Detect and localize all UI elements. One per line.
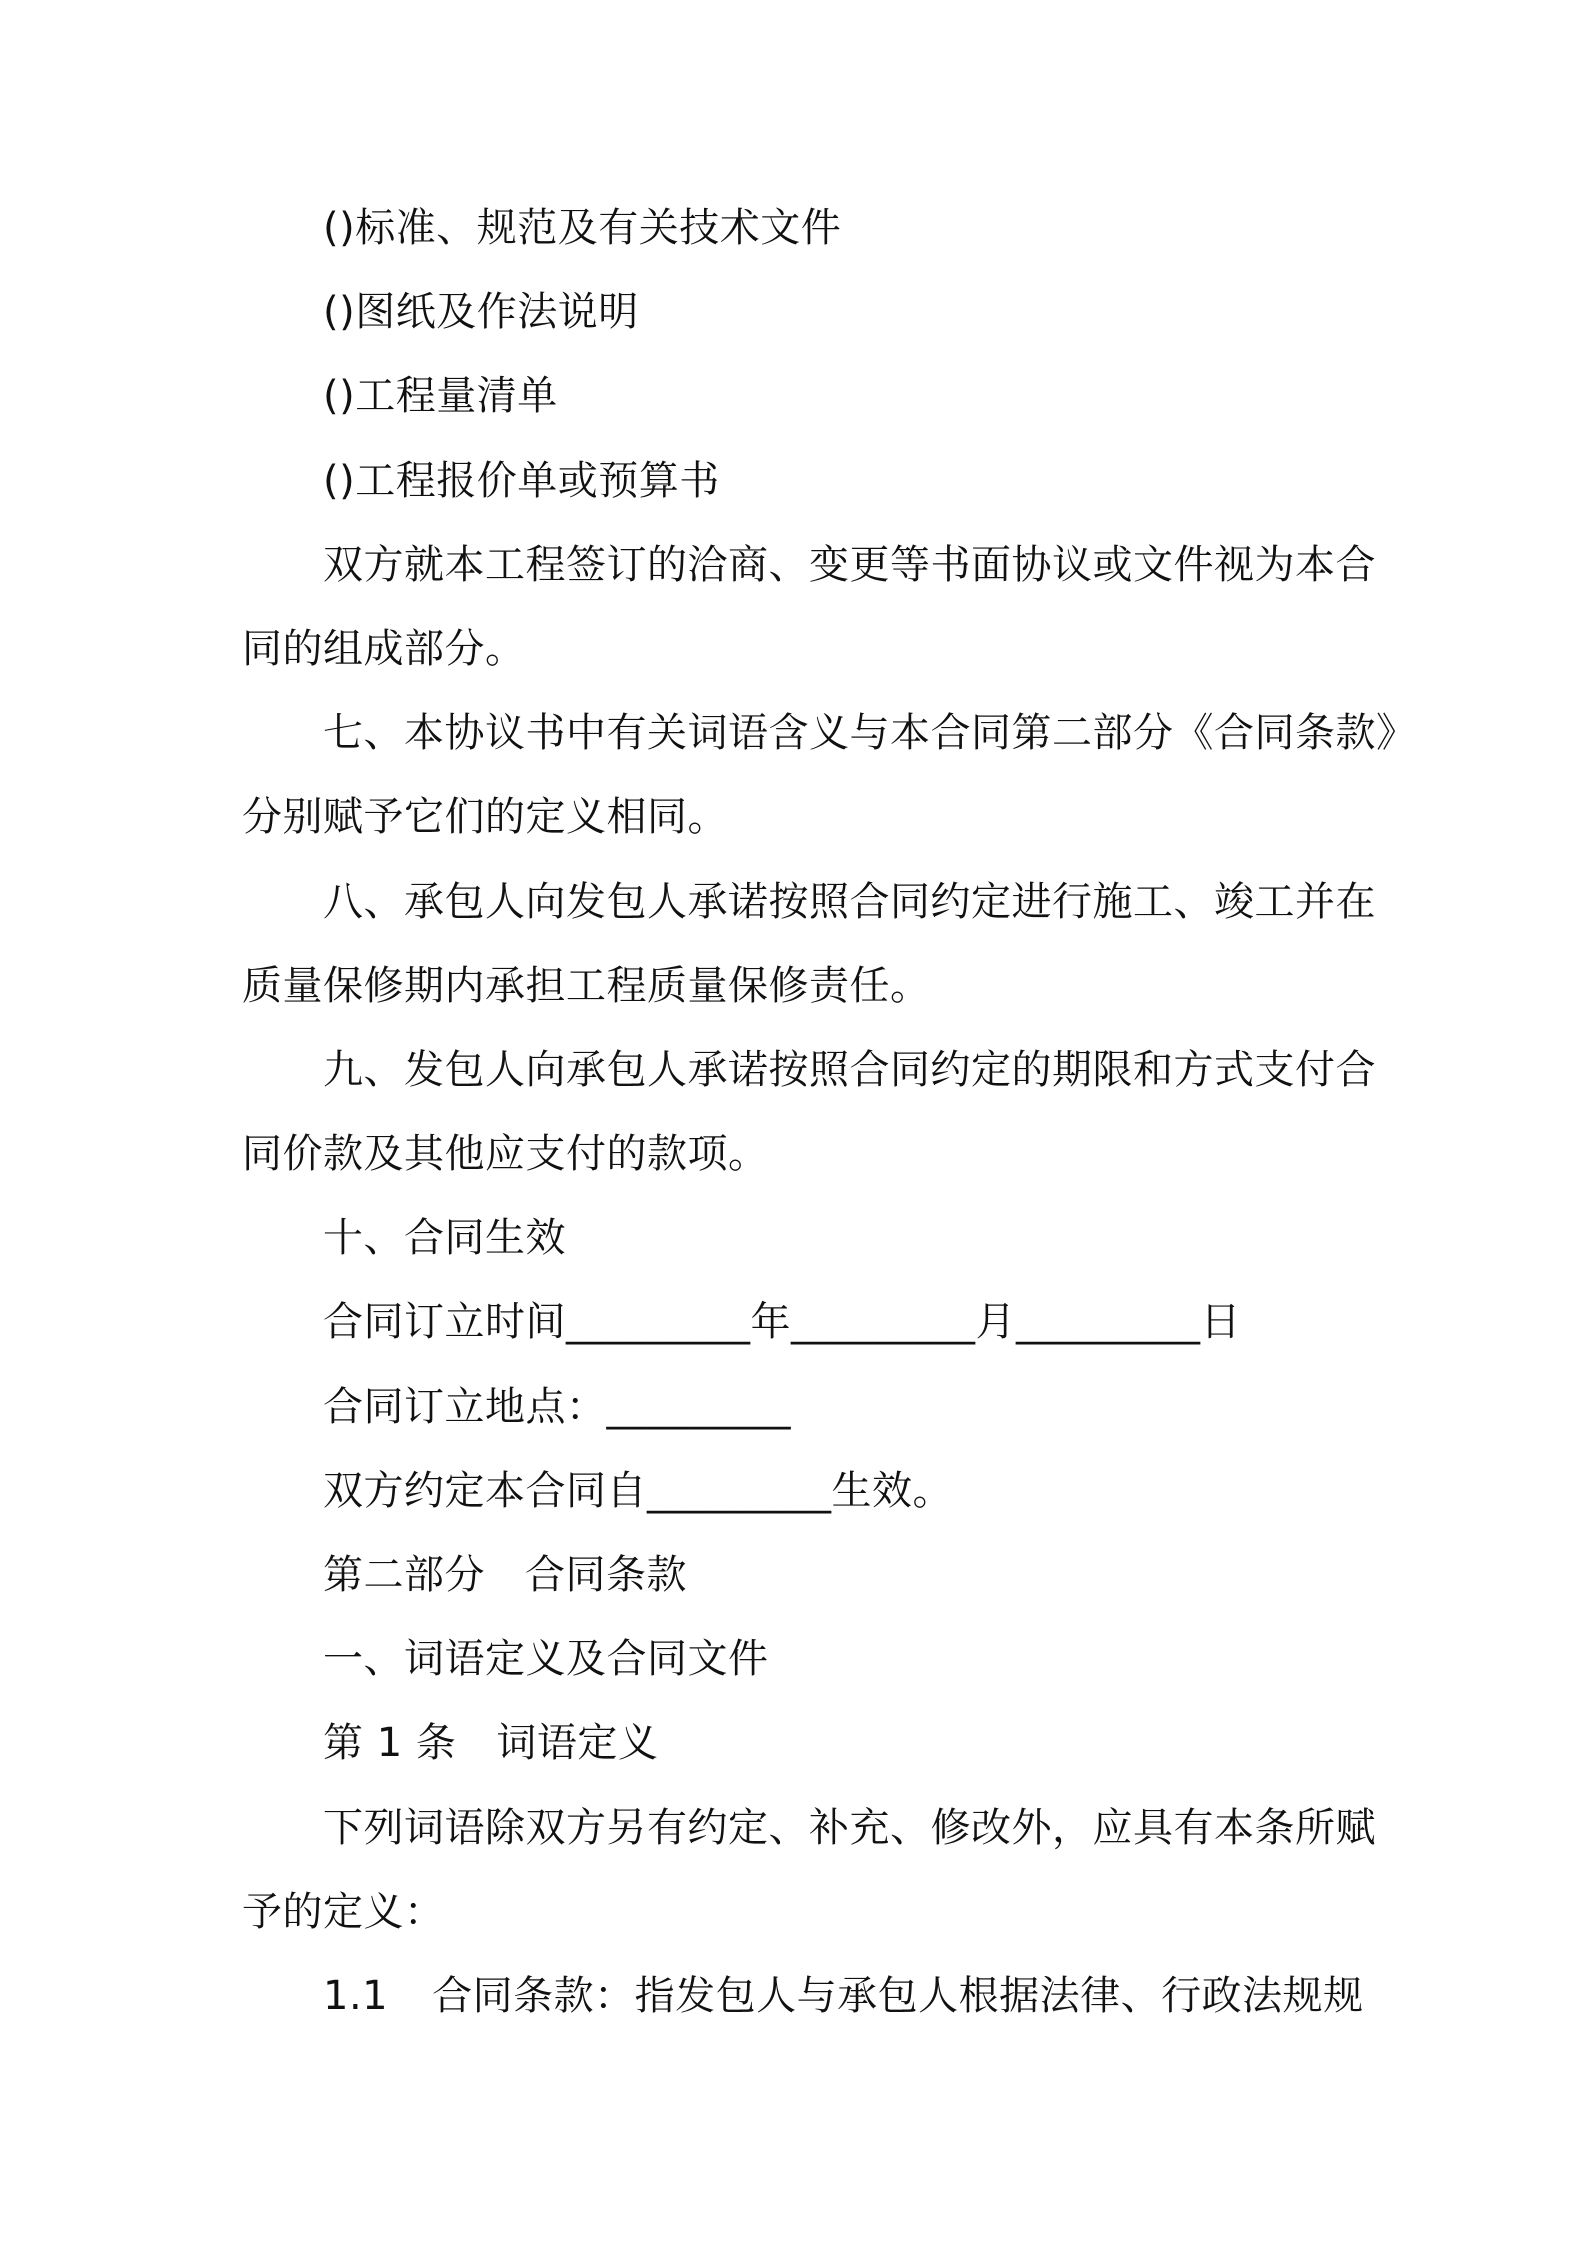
clause-ten-heading: 十、合同生效 — [323, 1215, 566, 1261]
list-item-drawings: ()图纸及作法说明 — [323, 289, 639, 335]
signing-date-line: 合同订立时间_________年_________月_________日 — [323, 1299, 1241, 1345]
article-one-heading — [323, 1717, 658, 1769]
clause-eight-line: 八、承包人向发包人承诺按照合同约定进行施工、竣工并在 — [323, 879, 1376, 925]
clause-1-1-text: 合同条款：指发包人与承包人根据法律、行政法规规 — [432, 1973, 1364, 2019]
paragraph-line: 同的组成部分。 — [242, 626, 526, 672]
effective-line: 双方约定本合同自_________生效。 — [323, 1468, 953, 1514]
part-two-title: 合同条款 — [525, 1552, 687, 1598]
clause-eight-line: 质量保修期内承担工程质量保修责任。 — [242, 963, 931, 1009]
part-two-label: 第二部分 — [323, 1552, 485, 1598]
intro-line: 予的定义： — [242, 1889, 445, 1935]
clause-seven-line: 分别赋予它们的定义相同。 — [242, 794, 728, 840]
paragraph-line: 双方就本工程签订的洽商、变更等书面协议或文件视为本合 — [323, 542, 1376, 588]
article-one-title: 词语定义 — [496, 1720, 659, 1766]
list-item-standards: ()标准、规范及有关技术文件 — [323, 205, 842, 251]
section-one-heading: 一、词语定义及合同文件 — [323, 1636, 769, 1682]
clause-1-1-number: 1.1 — [323, 1973, 389, 2019]
list-item-quotation: ()工程报价单或预算书 — [323, 458, 720, 504]
intro-line: 下列词语除双方另有约定、补充、修改外，应具有本条所赋 — [323, 1805, 1376, 1851]
signing-place-line: 合同订立地点：_________ — [323, 1384, 791, 1430]
clause-seven-line: 七、本协议书中有关词语含义与本合同第二部分《合同条款》 — [323, 710, 1417, 756]
clause-1-1-line — [323, 1970, 1364, 2022]
clause-nine-line: 九、发包人向承包人承诺按照合同约定的期限和方式支付合 — [323, 1047, 1376, 1093]
clause-nine-line: 同价款及其他应支付的款项。 — [242, 1131, 769, 1177]
part-two-heading — [323, 1549, 687, 1601]
list-item-quantity-list: ()工程量清单 — [323, 373, 558, 419]
article-one-label: 第 1 条 — [323, 1720, 457, 1766]
